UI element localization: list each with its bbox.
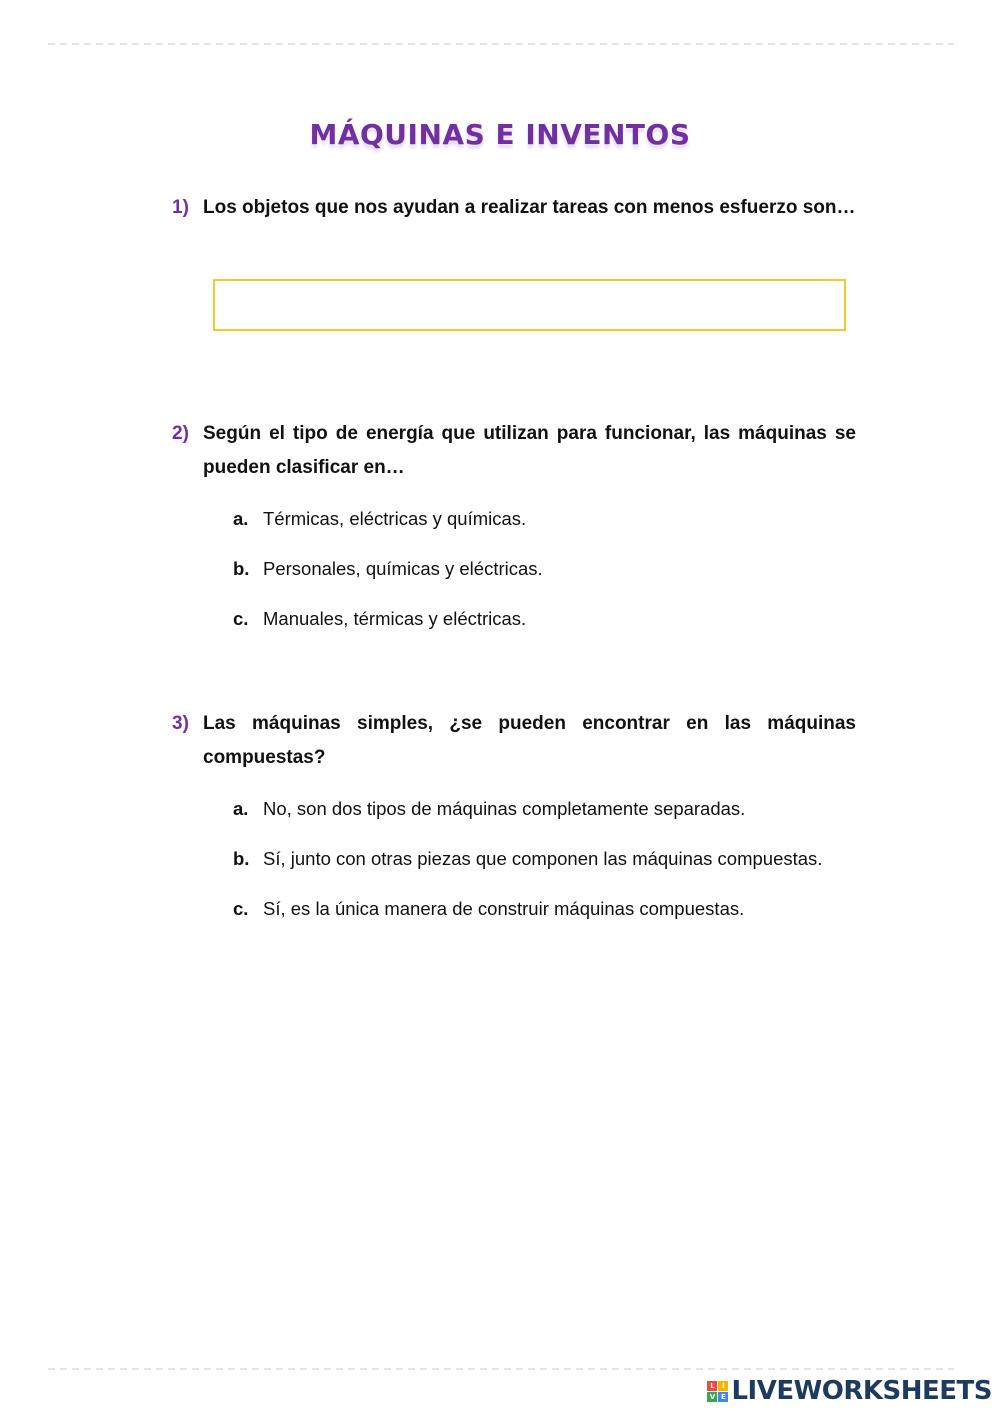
liveworksheets-logo — [707, 1376, 992, 1406]
bottom-decorative-border — [48, 1368, 954, 1370]
option-text: Manuales, térmicas y eléctricas. — [263, 608, 527, 629]
liveworksheets-logo-icon — [707, 1381, 728, 1402]
logo-mark-tile: L — [707, 1381, 717, 1391]
option-b[interactable] — [233, 552, 856, 586]
logo-mark-tile: E — [718, 1392, 728, 1402]
option-letter: c. — [233, 608, 249, 629]
option-text: No, son dos tipos de máquinas completamente separadas. — [263, 798, 746, 819]
option-c[interactable] — [233, 892, 856, 926]
top-decorative-border — [48, 43, 954, 45]
option-a[interactable] — [233, 502, 856, 536]
question-text: Los objetos que nos ayudan a realizar tareas con menos esfuerzo son… — [203, 197, 856, 218]
question-text: Según el tipo de energía que utilizan para funcionar, las máquinas se pueden clasificar en… — [203, 423, 856, 478]
question-number: 3) — [172, 713, 189, 734]
logo-mark-tile: V — [707, 1392, 717, 1402]
page-title: MÁQUINAS E INVENTOS — [309, 118, 691, 151]
option-letter: b. — [233, 848, 250, 869]
option-text: Sí, junto con otras piezas que componen las máquinas compuestas. — [263, 848, 823, 869]
logo-mark-tile: I — [718, 1381, 728, 1391]
question-text: Las máquinas simples, ¿se pueden encontrar en las máquinas compuestas? — [203, 713, 856, 768]
question-number: 2) — [172, 423, 189, 444]
option-letter: a. — [233, 508, 249, 529]
answer-input-box[interactable] — [213, 279, 846, 331]
question-number: 1) — [172, 197, 189, 218]
option-letter: b. — [233, 558, 250, 579]
option-b[interactable] — [233, 842, 856, 876]
question-3 — [172, 707, 856, 775]
question-2-options — [233, 502, 856, 652]
option-text: Personales, químicas y eléctricas. — [263, 558, 543, 579]
option-letter: a. — [233, 798, 249, 819]
logo-text: LIVEWORKSHEETS — [731, 1376, 992, 1406]
option-a[interactable] — [233, 792, 856, 826]
option-text: Sí, es la única manera de construir máquinas compuestas. — [263, 898, 745, 919]
question-2 — [172, 417, 856, 485]
question-3-options — [233, 792, 856, 942]
option-c[interactable] — [233, 602, 856, 636]
option-letter: c. — [233, 898, 249, 919]
option-text: Térmicas, eléctricas y químicas. — [263, 508, 527, 529]
question-1 — [172, 191, 856, 225]
